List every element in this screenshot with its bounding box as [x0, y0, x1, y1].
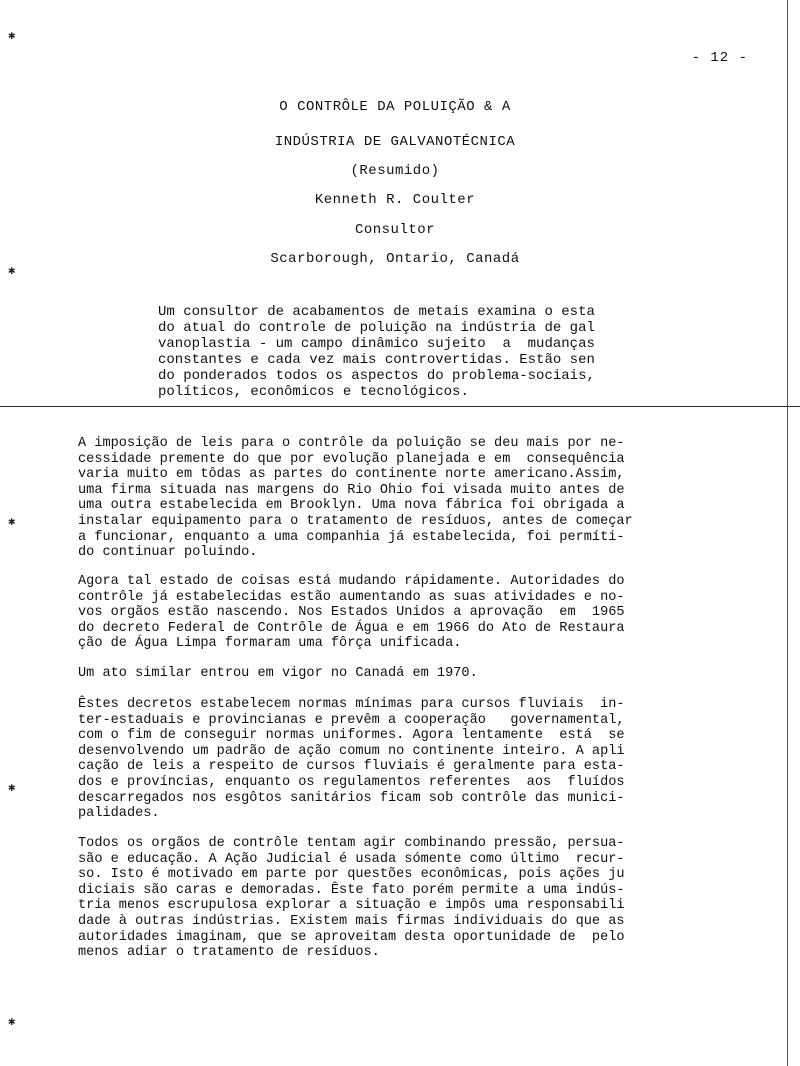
section-divider: [0, 406, 800, 407]
right-margin-rule: [787, 0, 788, 1066]
page-number: - 12 -: [691, 50, 748, 66]
body-paragraph-2: Agora tal estado de coisas está mudando rápidamente. Autoridades do contrôle já estabelecidas estão aumentando as suas atividades e no- vos orgãos estão nascendo. Nos Estados Unidos a aprovação em 1965 do decreto Federal de Contrôle de Água e em 1966 do Ato de Restaura ção de Água Limpa formaram uma fôrça unificada.: [78, 574, 625, 652]
title-line-1: O CONTRÔLE DA POLUIÇÃO & A: [279, 99, 511, 115]
body-paragraph-1: A imposição de leis para o contrôle da poluição se deu mais por ne- cessidade premente do que por evolução planejada e em consequência varia muito em tôdas as partes do continente norte americano.Assim, uma firma situada nas margens do Rio Ohio foi visada muito antes de uma outra estabelecida em Brooklyn. Uma nova fábrica foi obrigada a instalar equipamento para o tratamento de resíduos, antes de começar a funcionar, enquanto a uma companhia já estabelecida, foi permíti- do continuar poluindo.: [78, 436, 633, 561]
punch-hole-mark: ✱: [8, 781, 16, 795]
punch-hole-mark: ✱: [8, 1015, 16, 1029]
subtitle: (Resumido): [350, 163, 440, 179]
punch-hole-mark: ✱: [8, 515, 16, 529]
author-name: Kenneth R. Coulter: [314, 192, 476, 208]
author-location: Scarborough, Ontario, Canadá: [270, 251, 520, 267]
body-paragraph-3: Um ato similar entrou em vigor no Canadá em 1970.: [78, 666, 478, 681]
punch-hole-mark: ✱: [8, 29, 16, 43]
punch-hole-mark: ✱: [8, 264, 16, 278]
body-paragraph-5: Todos os orgãos de contrôle tentam agir combinando pressão, persua- são e educação. A Ação Judicial é usada sómente como último recur- so. Isto é motivado em parte por questões econômicas, pois ações ju diciais são caras e demoradas. Êste fato porém permite a uma indús- tria menos escrupulosa explorar a situação e impôs uma responsabili dade à outras indústrias. Existem mais firmas individuais do que as autoridades imaginam, que se aproveitam desta oportunidade de pelo menos adiar o tratamento de resíduos.: [78, 836, 625, 961]
author-role: Consultor: [354, 222, 436, 238]
abstract-text: Um consultor de acabamentos de metais examina o esta do atual do controle de poluição na indústria de gal vanoplastia - um campo dinâmico sujeito a mudanças constantes e cada vez mais controvertidas. Estão sen do ponderados todos os aspectos do problema-sociais, políticos, econômicos e tecnológicos.: [158, 304, 595, 400]
title-line-2: INDÚSTRIA DE GALVANOTÉCNICA: [274, 134, 516, 150]
body-paragraph-4: Êstes decretos estabelecem normas mínimas para cursos fluviais in- ter-estaduais e provincianas e prevêm a cooperação governamental, com o fim de conseguir normas uniformes. Agora lentamente está se desenvolvendo um padrão de ação comum no continente inteiro. A apli cação de leis a respeito de cursos fluviais é geralmente para esta- dos e províncias, enquanto os regulamentos referentes aos fluídos descarregados nos esgôtos sanitários ficam sob contrôle das munici- palidades.: [78, 697, 625, 822]
